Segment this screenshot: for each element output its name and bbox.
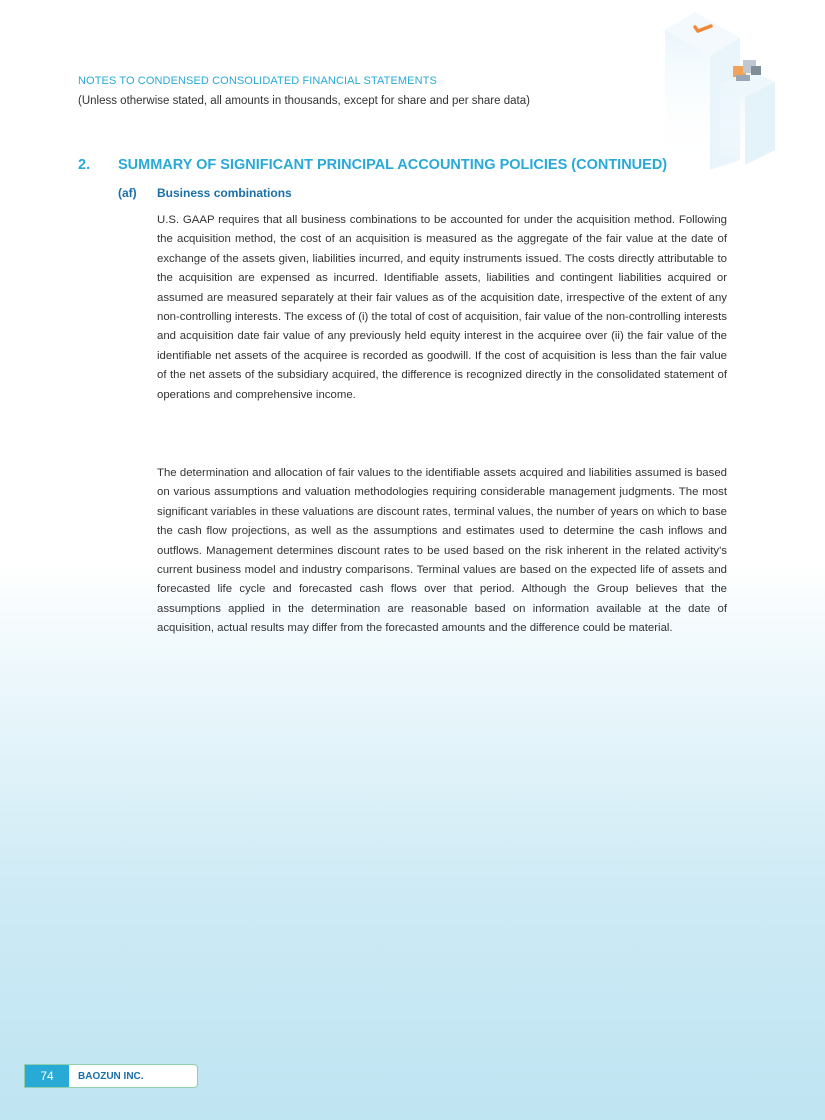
body-paragraph: The determination and allocation of fair values to the identifiable assets acquired and liabilities assumed is based on various assumptions and valuation methodologies requiring considerable management judgments. The most significant variables in these valuations are discount rates, terminal values, the number of years on which to base the cash flow projections, as well as the assumptions and estimates used to determine the cash inflows and outflows. Management determines discount rates to be used based on the risk inherent in the related activity's current business model and industry comparisons. Terminal values are based on the expected life of assets and forecasted life cycle and forecasted cash flows over that period. Although the Group believes that the assumptions applied in the determination are reasonable based on information available at the date of acquisition, actual results may differ from the forecasted amounts and the difference could be material. — [157, 467, 727, 635]
section-number: 2. — [78, 157, 91, 173]
section-title: SUMMARY OF SIGNIFICANT PRINCIPAL ACCOUNTING POLICIES (CONTINUED) — [118, 157, 668, 173]
page-number: 74 — [25, 1065, 69, 1087]
section-heading — [78, 157, 667, 173]
page-footer — [24, 1064, 198, 1088]
running-header-subtitle: (Unless otherwise stated, all amounts in thousands, except for share and per share data) — [78, 95, 530, 107]
subsection-code: (af) — [118, 186, 137, 200]
company-name: BAOZUN INC. — [78, 1070, 144, 1082]
running-header-title: NOTES TO CONDENSED CONSOLIDATED FINANCIAL STATEMENTS — [78, 75, 437, 87]
subsection-heading — [118, 186, 292, 200]
body-paragraph: U.S. GAAP requires that all business combinations to be accounted for under the acquisition method. Following the acquisition method, the cost of an acquisition is measured as the aggregate of the fair value at the date of exchange of the assets given, liabilities incurred, and equity instruments issued. The costs directly attributable to the acquisition are expensed as incurred. Identifiable assets, liabilities and contingent liabilities acquired or assumed are measured separately at their fair values as of the acquisition date, irrespective of the extent of any non-controlling interests. The excess of (i) the total of cost of acquisition, fair value of the non-controlling interests and acquisition date fair value of any previously held equity interest in the acquiree over (ii) the fair value of the identifiable net assets of the acquiree is recorded as goodwill. If the cost of acquisition is less than the fair value of the net assets of the subsidiary acquired, the difference is recognized directly in the consolidated statement of operations and comprehensive income. — [157, 214, 727, 401]
decorative-buildings-illustration — [565, 0, 825, 180]
subsection-title: Business combinations — [157, 186, 292, 200]
